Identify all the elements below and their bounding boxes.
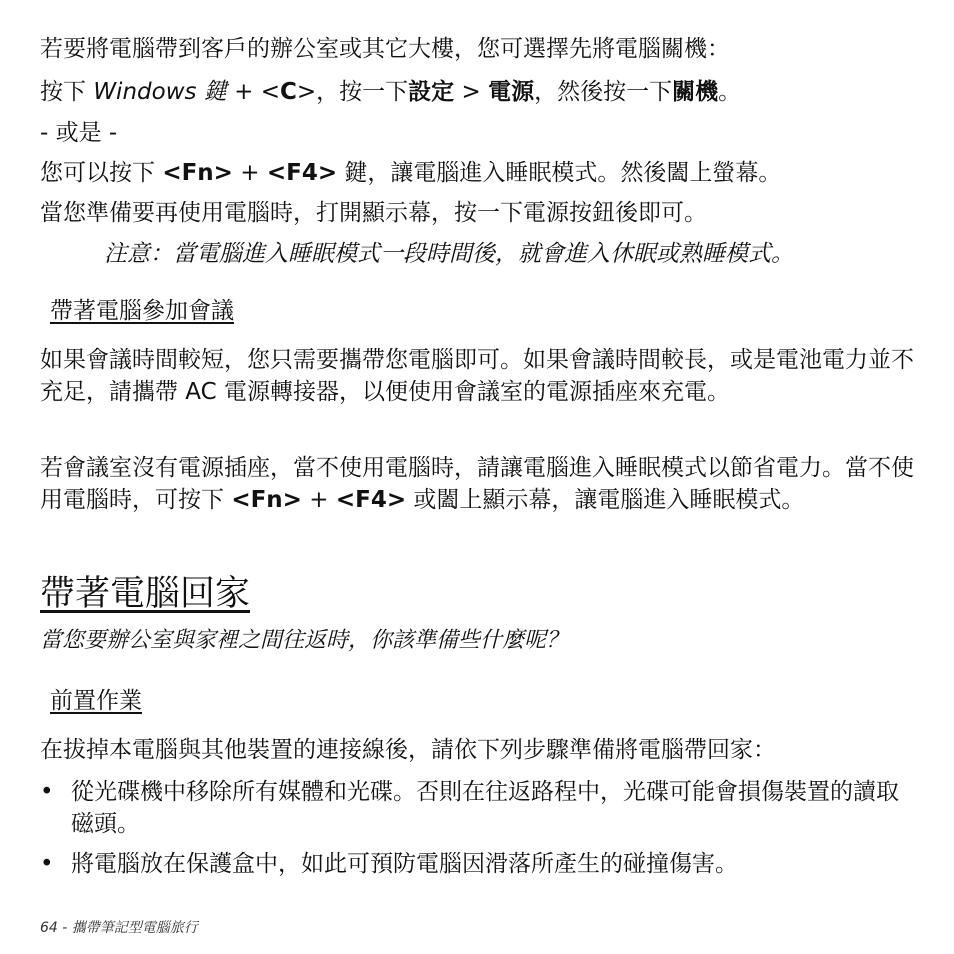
settings-label: 設定	[408, 79, 455, 105]
fn-key-label: <Fn>	[162, 160, 233, 186]
list-item-text: 將電腦放在保護盒中，如此可預防電腦因滑落所產生的碰撞傷害。	[71, 851, 738, 877]
or-separator: - 或是 -	[40, 120, 118, 146]
c-key-label: C	[279, 79, 297, 105]
home-heading: 帶著電腦回家	[40, 574, 251, 614]
power-label: 電源	[488, 79, 535, 105]
resume-instruction: 當您準備要再使用電腦時，打開顯示幕，按一下電源按鈕後即可。	[40, 200, 707, 226]
windows-key-label: Windows 鍵	[93, 79, 227, 105]
note-text: 注意：當電腦進入睡眠模式一段時間後，就會進入休眠或熟睡模式。	[104, 241, 794, 267]
list-item-text: 從光碟機中移除所有媒體和光碟。否則在往返路程中，光碟可能會損傷裝置的讀取磁頭。	[71, 779, 899, 837]
page-footer: 64 - 攜帶筆記型電腦旅行	[40, 920, 198, 936]
meetings-paragraph-2: 若會議室沒有電源插座，當不使用電腦時，請讓電腦進入睡眠模式以節省電力。當不使用電腦時，可按下 <Fn> + <F4> 或闔上顯示幕，讓電腦進入睡眠模式。	[40, 455, 914, 513]
intro-shutdown-steps: 按下 Windows 鍵 + <C>，按一下設定 > 電源，然後按一下關機。	[40, 79, 742, 105]
meetings-paragraph-1: 如果會議時間較短，您只需要攜帶您電腦即可。如果會議時間較長，或是電池電力並不充足，請攜帶 AC 電源轉接器，以便使用會議室的電源插座來充電。	[40, 347, 914, 405]
bullet-icon: •	[40, 851, 54, 877]
shutdown-label: 關機	[672, 79, 719, 105]
sleep-instruction: 您可以按下 <Fn> + <F4> 鍵，讓電腦進入睡眠模式。然後闔上螢幕。	[40, 160, 782, 186]
f4-key-label: <F4>	[266, 160, 338, 186]
preparation-intro: 在拔掉本電腦與其他裝置的連接線後，請依下列步驟準備將電腦帶回家：	[40, 737, 776, 763]
intro-shutdown-text: 若要將電腦帶到客戶的辦公室或其它大樓，您可選擇先將電腦關機：	[40, 36, 730, 62]
bullet-icon: •	[40, 779, 54, 805]
list-item	[40, 848, 920, 880]
home-lead-text: 當您要辦公室與家裡之間往返時，你該準備些什麼呢？	[40, 628, 569, 653]
preparation-heading: 前置作業	[50, 688, 142, 714]
meetings-heading: 帶著電腦參加會議	[50, 298, 234, 324]
list-item	[40, 776, 920, 840]
